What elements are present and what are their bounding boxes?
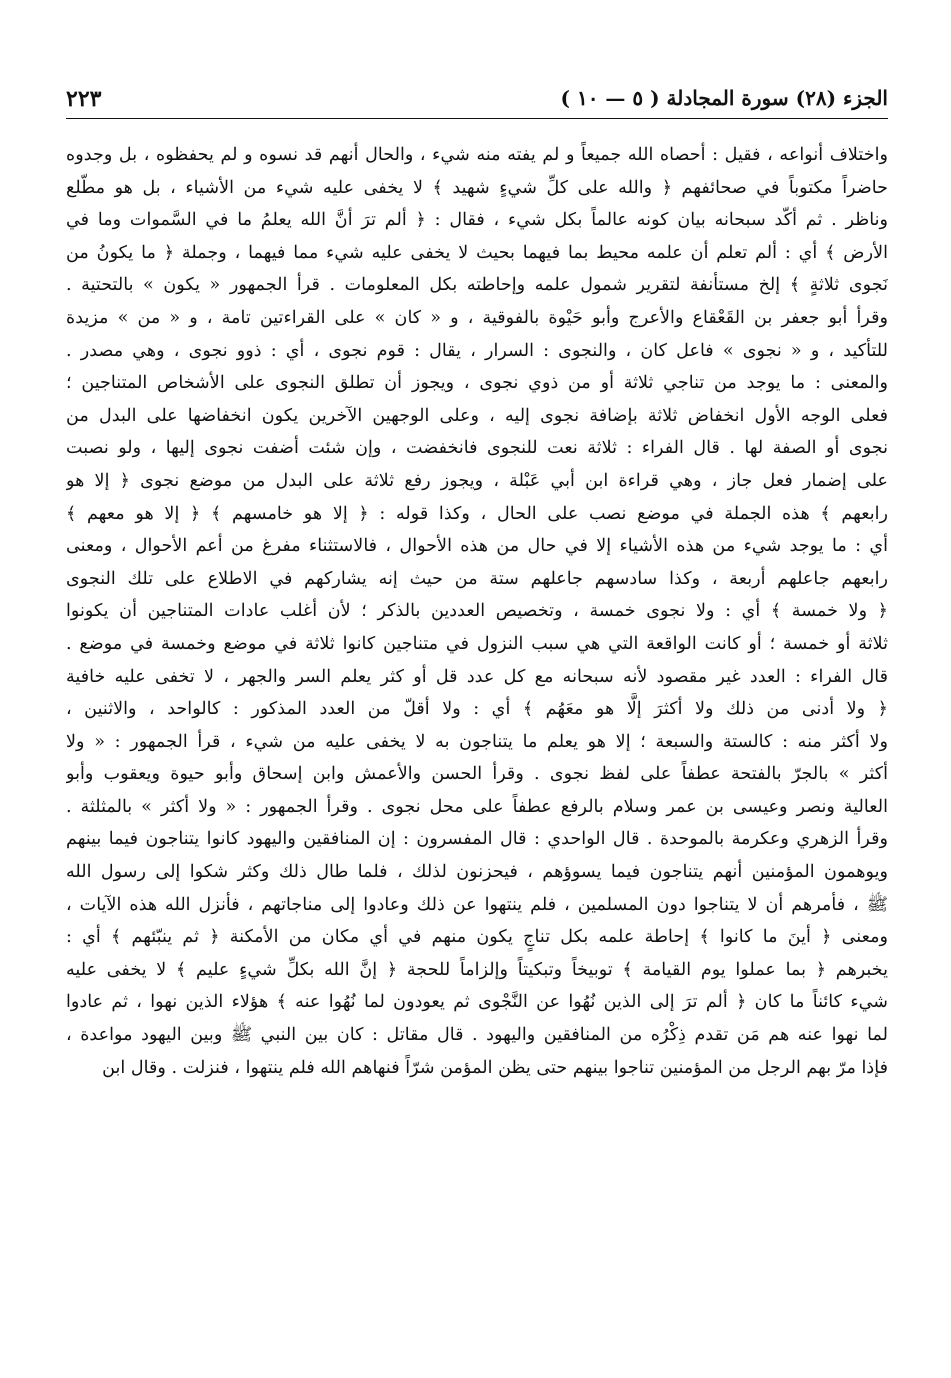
text-line: ﷺ ، فأمرهم أن لا يتناجوا دون المسلمين ، فلم ينتهوا عن ذلك وعادوا إلى مناجاتهم ، فأنزل الله هذه الآيات ، — [66, 894, 888, 915]
text-line: واختلاف أنواعه ، فقيل : أحصاه الله جميعاً و لم يفته منه شيء ، والحال أنهم قد نسوه و لم يحفظوه ، بل وجدوه — [66, 145, 888, 165]
text-line: حاضراً مكتوباً في صحائفهم ﴿ والله على كلِّ شيءٍ شهيد ﴾ لا يخفى عليه شيء من الأشياء ، بل هو مطّلع — [66, 177, 888, 198]
text-line: وناظر . ثم أكّد سبحانه بيان كونه عالماً بكل شيء ، فقال : ﴿ ألم ترَ أنَّ الله يعلمُ ما في السَّموات وما في — [66, 210, 888, 231]
text-line: نَجوى ثلاثةٍ ﴾ إلخ مستأنفة لتقرير شمول علمه وإحاطته بكل المعلومات . قرأ الجمهور « يكون » بالتحتية . — [66, 275, 888, 296]
text-line: للتأكيد ، و « نجوى » فاعل كان ، والنجوى : السرار ، يقال : قوم نجوى ، أي : ذوو نجوى ، وهي مصدر . — [66, 340, 888, 361]
text-line: يخبرهم ﴿ بما عملوا يوم القيامة ﴾ توبيخاً وتبكيتاً وإلزاماً للحجة ﴿ إنَّ الله بكلِّ شيءٍ عليم ﴾ لا يخفى عليه — [66, 959, 888, 980]
text-line: رابعهم جاعلهم أربعة ، وكذا سادسهم جاعلهم ستة من حيث إنه يشاركهم في الاطلاع على تلك النجوى — [66, 568, 888, 589]
running-title: الجزء (٢٨) سورة المجادلة ( ٥ — ١٠ ) — [560, 86, 888, 110]
text-line: فإذا مرّ بهم الرجل من المؤمنين تناجوا بينهم حتى يظن المؤمن شرّاً فنهاهم الله فلم ينتهوا ، فنزلت . وقال ابن — [102, 1057, 888, 1078]
text-line: وقرأ الزهري وعكرمة بالموحدة . قال الواحدي : قال المفسرون : إن المنافقين واليهود كانوا يتناجون فيما بينهم — [66, 829, 888, 850]
page-header — [66, 84, 888, 116]
text-line: رابعهم ﴾ هذه الجملة في موضع نصب على الحال ، وكذا قوله : ﴿ إلا هو خامسهم ﴾ ﴿ إلا هو معهم ﴾ — [66, 503, 888, 524]
body-text — [66, 139, 888, 1084]
text-line: قال الفراء : العدد غير مقصود لأنه سبحانه مع كل عدد قل أو كثر يعلم السر والجهر ، لا تخفى عليه خافية — [66, 666, 888, 687]
text-line: ثلاثة أو خمسة ؛ أو كانت الواقعة التي هي سبب النزول في متناجين كانوا ثلاثة في موضع وخمسة في موضع . — [66, 633, 888, 654]
text-line: أكثر » بالجرّ بالفتحة عطفاً على لفظ نجوى . وقرأ الحسن والأعمش وابن إسحاق وأبو حيوة ويعقوب وأبو — [66, 764, 888, 785]
text-line: أي : ما يوجد شيء من هذه الأشياء إلا في حال من هذه الأحوال ، فالاستثناء مفرغ من أعم الأحوال ، ومعنى — [66, 536, 888, 557]
text-line: ويوهمون المؤمنين أنهم يتناجون فيما يسوؤهم ، فيحزنون لذلك ، فلما طال ذلك وكثر شكوا إلى رسول الله — [66, 862, 888, 883]
text-line: لما نهوا عنه هم مَن تقدم ذِكْرُه من المنافقين واليهود . قال مقاتل : كان بين النبي ﷺ وبين اليهود مواعدة ، — [66, 1025, 888, 1046]
text-line: وقرأ أبو جعفر بن القَعْقاع والأعرج وأبو حَيْوة بالفوقية ، و « كان » على القراءتين تامة ، و « من » مزيدة — [66, 307, 888, 328]
text-line: والمعنى : ما يوجد من تناجي ثلاثة أو من ذوي نجوى ، ويجوز أن تطلق النجوى على الأشخاص المتناجين ؛ — [66, 373, 888, 394]
text-line: فعلى الوجه الأول انخفاض ثلاثة بإضافة نجوى إليه ، وعلى الوجهين الآخرين يكون انخفاضها على البدل من — [66, 405, 888, 426]
page-number: ٢٢٣ — [66, 86, 102, 112]
text-line: نجوى أو الصفة لها . قال الفراء : ثلاثة نعت للنجوى فانخفضت ، وإن شئت أضفت نجوى إليها ، ولو نصبت — [66, 438, 888, 459]
header-rule — [66, 118, 888, 119]
text-line: ومعنى ﴿ أينَ ما كانوا ﴾ إحاطة علمه بكل تناجٍ يكون منهم في أي مكان من الأمكنة ﴿ ثم ينبّئهم ﴾ أي : — [66, 927, 888, 948]
text-line: ﴿ ولا خمسة ﴾ أي : ولا نجوى خمسة ، وتخصيص العددين بالذكر ؛ لأن أغلب عادات المتناجين أن يكونوا — [66, 601, 888, 622]
text-line: على إضمار فعل جاز ، وهي قراءة ابن أبي عَبْلة ، ويجوز رفع ثلاثة على البدل من موضع نجوى ﴿ إلا هو — [66, 470, 888, 491]
text-line: شيء كائناً ما كان ﴿ ألم ترَ إلى الذين نُهُوا عن النَّجْوى ثم يعودون لما نُهُوا عنه ﴾ هؤلاء الذين نهوا ، ثم عادوا — [66, 992, 888, 1013]
text-line: الأرض ﴾ أي : ألم تعلم أن علمه محيط بما فيهما بحيث لا يخفى عليه شيء مما فيهما ، وجملة ﴿ ما يكونُ من — [66, 242, 888, 263]
text-line: ولا أكثر منه : كالستة والسبعة ؛ إلا هو يعلم ما يتناجون به لا يخفى عليه من شيء ، قرأ الجمهور : « ولا — [66, 731, 888, 752]
text-line: ﴿ ولا أدنى من ذلك ولا أكثرَ إلَّا هو معَهُم ﴾ أي : ولا أقلّ من العدد المذكور : كالواحد ، والاثنين ، — [66, 699, 888, 720]
text-line: العالية ونصر وعيسى بن عمر وسلام بالرفع عطفاً على محل نجوى . وقرأ الجمهور : « ولا أكثر » بالمثلثة . — [66, 796, 888, 817]
